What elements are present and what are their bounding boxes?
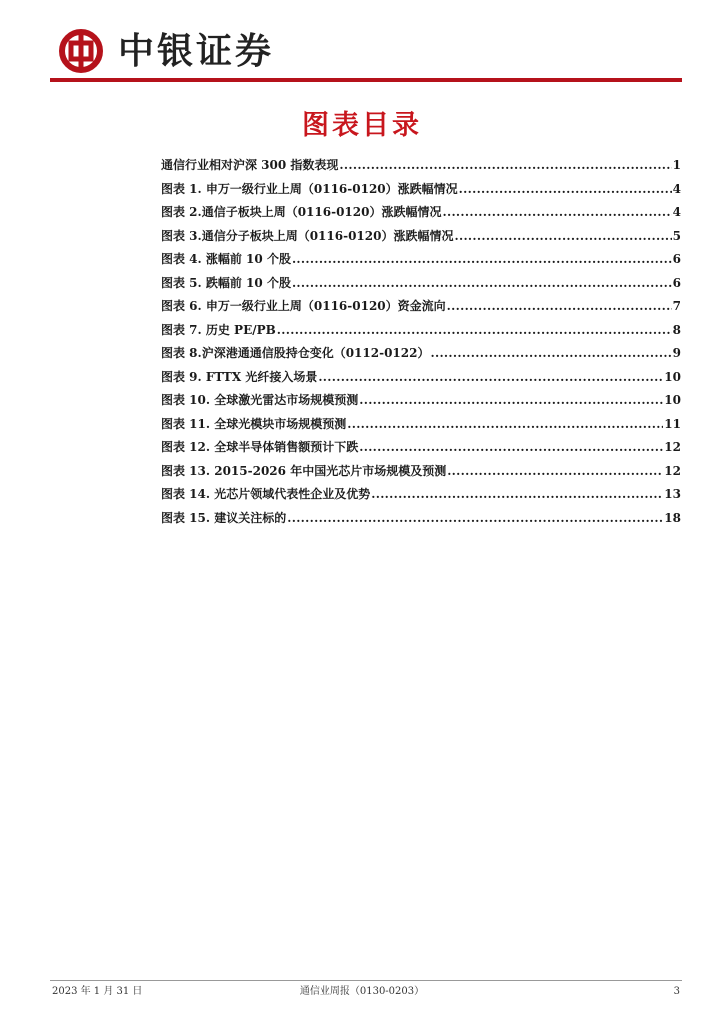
dot-leader [459, 178, 672, 202]
toc-entry[interactable] [161, 389, 681, 413]
toc-entry-page: 7 [672, 299, 681, 313]
dot-leader [359, 389, 663, 413]
footer-divider [50, 980, 682, 981]
toc-entry[interactable] [161, 319, 681, 343]
toc-entry-page: 11 [664, 416, 681, 431]
toc-entry-page: 8 [672, 322, 681, 337]
toc-entry-label: 图表 6. 申万一级行业上周（0116-0120）资金流向 [161, 299, 446, 313]
toc-entry[interactable] [161, 248, 681, 272]
toc-entry-label: 图表 1. 申万一级行业上周（0116-0120）涨跌幅情况 [161, 181, 458, 196]
table-of-figures [161, 154, 681, 530]
toc-entry-label: 图表 7. 历史 PE/PB [161, 322, 276, 337]
footer-report-name: 通信业周报（0130-0203） [299, 986, 425, 997]
toc-entry-label: 图表 3.通信分子板块上周（0116-0120）涨跌幅情况 [161, 228, 454, 243]
toc-entry-label: 通信行业相对沪深 300 指数表现 [161, 158, 339, 172]
toc-entry-page: 1 [672, 158, 681, 172]
footer-page-number: 3 [673, 986, 680, 997]
toc-entry[interactable] [161, 295, 681, 319]
dot-leader [347, 413, 663, 437]
toc-entry-label: 图表 14. 光芯片领域代表性企业及优势 [161, 487, 371, 501]
bank-of-china-logo-icon [58, 28, 104, 74]
toc-entry-page: 4 [672, 181, 681, 196]
toc-entry-label: 图表 8.沪深港通通信股持仓变化（0112-0122） [161, 346, 430, 360]
brand-name: 中银证券 [118, 30, 275, 72]
toc-entry-label: 图表 9. FTTX 光纤接入场景 [161, 369, 318, 384]
toc-entry[interactable] [161, 483, 681, 507]
dot-leader [287, 507, 663, 531]
dot-leader [318, 366, 663, 390]
toc-entry-label: 图表 13. 2015-2026 年中国光芯片市场规模及预测 [161, 463, 447, 478]
toc-entry[interactable] [161, 154, 681, 178]
toc-entry-label: 图表 15. 建议关注标的 [161, 510, 287, 525]
dot-leader [359, 436, 663, 460]
dot-leader [447, 295, 672, 319]
toc-entry-label: 图表 12. 全球半导体销售额预计下跌 [161, 440, 359, 454]
toc-entry-page: 12 [664, 463, 681, 478]
toc-entry-page: 10 [664, 393, 681, 407]
dot-leader [339, 154, 671, 178]
dot-leader [430, 342, 671, 366]
toc-entry-label: 图表 2.通信子板块上周（0116-0120）涨跌幅情况 [161, 205, 442, 219]
toc-entry[interactable] [161, 225, 681, 249]
dot-leader [277, 319, 672, 343]
toc-entry-label: 图表 5. 跌幅前 10 个股 [161, 275, 291, 290]
toc-entry-page: 10 [664, 369, 681, 384]
toc-entry-label: 图表 11. 全球光模块市场规模预测 [161, 416, 347, 431]
toc-entry-page: 6 [672, 252, 681, 266]
header-divider [50, 78, 682, 82]
dot-leader [454, 225, 671, 249]
dot-leader [292, 248, 672, 272]
toc-entry-page: 5 [672, 228, 681, 243]
toc-entry[interactable] [161, 201, 681, 225]
toc-entry-page: 18 [664, 510, 681, 525]
toc-entry[interactable] [161, 342, 681, 366]
dot-leader [447, 460, 663, 484]
toc-entry-page: 4 [672, 205, 681, 219]
toc-entry[interactable] [161, 178, 681, 202]
toc-entry-page: 9 [672, 346, 681, 360]
toc-entry-page: 13 [664, 487, 681, 501]
toc-entry[interactable] [161, 507, 681, 531]
dot-leader [292, 272, 672, 296]
toc-entry-page: 12 [664, 440, 681, 454]
toc-entry[interactable] [161, 436, 681, 460]
dot-leader [442, 201, 671, 225]
page-header [52, 22, 682, 78]
toc-entry-page: 6 [672, 275, 681, 290]
footer-date: 2023 年 1 月 31 日 [52, 986, 143, 997]
toc-entry[interactable] [161, 460, 681, 484]
dot-leader [371, 483, 663, 507]
toc-entry[interactable] [161, 413, 681, 437]
toc-entry-label: 图表 4. 涨幅前 10 个股 [161, 252, 291, 266]
toc-entry-label: 图表 10. 全球激光雷达市场规模预测 [161, 393, 359, 407]
toc-entry[interactable] [161, 366, 681, 390]
toc-entry[interactable] [161, 272, 681, 296]
toc-title: 图表目录 [302, 110, 422, 141]
